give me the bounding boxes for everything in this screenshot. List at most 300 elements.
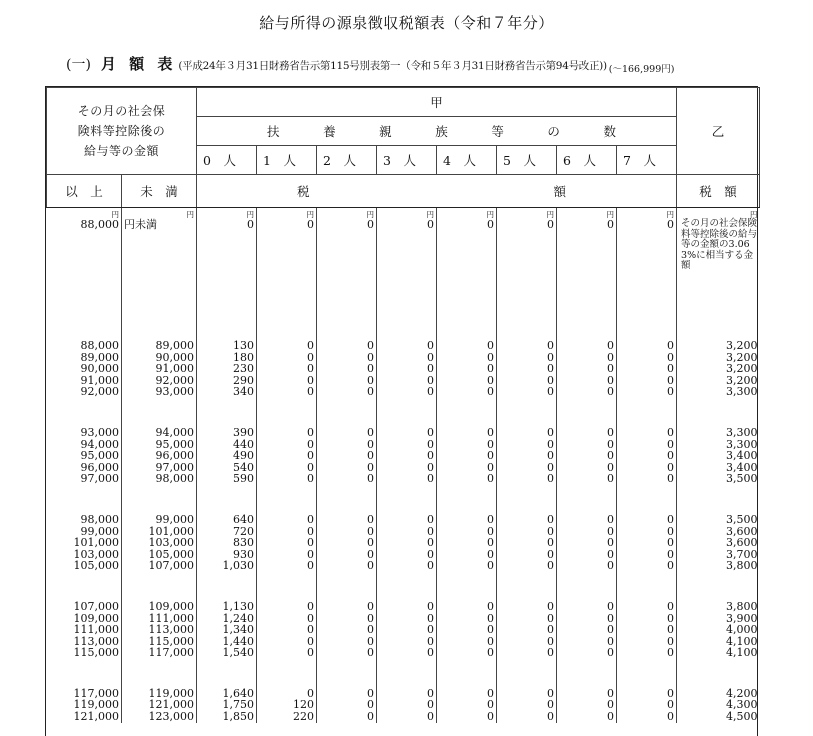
table-row (47, 450, 760, 462)
dependents-title-char: 等 (491, 124, 504, 139)
table-row (47, 439, 760, 451)
gap-cell (257, 659, 317, 688)
dependents-title-char: 養 (323, 124, 336, 139)
table-row (47, 340, 760, 352)
unit-label: 円 (122, 208, 197, 220)
ko-cell: 0 (497, 636, 557, 648)
ko-cell: 340 (197, 386, 257, 398)
ko-cell: 0 (437, 375, 497, 387)
gap-cell (317, 485, 377, 514)
to-cell: 123,000 (122, 711, 197, 723)
ko-cell: 490 (197, 450, 257, 462)
to-cell: 121,000 (122, 699, 197, 711)
gaku-label: 額 (553, 184, 567, 199)
from-cell: 93,000 (80, 425, 119, 439)
ko-cell: 0 (617, 514, 677, 526)
ko-cell: 0 (497, 462, 557, 474)
ko-cell: 0 (437, 526, 497, 538)
ko-cell: 0 (557, 711, 617, 723)
table-row-first (47, 219, 760, 311)
from-cell: 103,000 (73, 547, 119, 561)
unit-label: 円 (197, 208, 257, 220)
ko-cell: 0 (437, 352, 497, 364)
ko-cell: 0 (557, 613, 617, 625)
ko-cell: 1,240 (197, 613, 257, 625)
table-row (47, 711, 760, 723)
ko-cell: 0 (557, 352, 617, 364)
ko-cell: 0 (617, 613, 677, 625)
income-header-line: 給与等の金額 (84, 144, 160, 158)
otsu-cell: 4,100 (677, 636, 760, 648)
ko-cell: 0 (377, 601, 437, 613)
ko-cell: 0 (557, 560, 617, 572)
gap-cell (617, 659, 677, 688)
from-cell: 121,000 (73, 710, 119, 724)
from-cell: 115,000 (73, 646, 119, 660)
ko-cell: 0 (497, 601, 557, 613)
ko-cell: 0 (557, 601, 617, 613)
gap-cell (257, 311, 317, 340)
table-row (47, 375, 760, 387)
ko-cell: 290 (197, 375, 257, 387)
ko-cell: 0 (257, 462, 317, 474)
ko-cell: 0 (317, 560, 377, 572)
ko-cell: 0 (377, 526, 437, 538)
ko-cell: 0 (437, 439, 497, 451)
unit-label: 円 (497, 208, 557, 220)
table-row (47, 624, 760, 636)
page-title: 給与所得の源泉徴収税額表（令和７年分） (259, 14, 554, 32)
from-cell: 109,000 (73, 611, 119, 625)
to-cell: 89,000 (122, 340, 197, 352)
ko-cell: 0 (377, 711, 437, 723)
gap-cell (197, 311, 257, 340)
otsu-tax-header: 税 額 (677, 175, 760, 208)
ko-cell: 0 (257, 375, 317, 387)
table-row (47, 462, 760, 474)
ko-cell: 0 (437, 462, 497, 474)
gap-cell (497, 485, 557, 514)
ko-cell: 0 (617, 462, 677, 474)
ko-cell: 0 (317, 613, 377, 625)
ko-cell: 0 (437, 514, 497, 526)
to-cell: 90,000 (122, 352, 197, 364)
ko-cell: 0 (497, 711, 557, 723)
ko-cell: 0 (317, 601, 377, 613)
ko-cell: 0 (437, 549, 497, 561)
ko-cell: 1,030 (197, 560, 257, 572)
ko-cell: 0 (437, 636, 497, 648)
ko-cell: 0 (557, 462, 617, 474)
gap-cell (122, 485, 197, 514)
gap-cell (197, 398, 257, 427)
gap-cell (317, 572, 377, 601)
otsu-cell: 3,200 (677, 363, 760, 375)
ko-cell: 0 (617, 526, 677, 538)
ko-cell: 0 (437, 363, 497, 375)
ko-cell: 0 (557, 340, 617, 352)
table-row (47, 352, 760, 364)
to-cell: 円未満 (122, 219, 197, 311)
ko-cell: 0 (617, 473, 677, 485)
otsu-cell: 3,800 (677, 601, 760, 613)
table-subtitle (66, 53, 674, 74)
ko-cell: 0 (317, 699, 377, 711)
ko-cell: 0 (617, 636, 677, 648)
ko-cell: 0 (437, 560, 497, 572)
ko-cell: 0 (437, 699, 497, 711)
ko-cell: 0 (377, 699, 437, 711)
unit-label: 円 (111, 210, 119, 219)
ko-cell: 0 (377, 647, 437, 659)
gap-cell (677, 311, 760, 340)
legal-basis: (平成24年３月31日財務省告示第115号別表第一（令和５年３月31日財務省告示第94号改正)) (178, 60, 607, 72)
gap-cell (677, 572, 760, 601)
otsu-cell: 3,900 (677, 613, 760, 625)
otsu-cell: 3,500 (677, 473, 760, 485)
ko-cell: 0 (557, 473, 617, 485)
to-cell: 113,000 (122, 624, 197, 636)
ko-cell: 0 (257, 613, 317, 625)
ko-cell: 0 (437, 537, 497, 549)
ko-cell: 0 (497, 560, 557, 572)
ko-cell: 1,750 (197, 699, 257, 711)
ko-cell: 0 (497, 613, 557, 625)
ko-cell: 1,850 (197, 711, 257, 723)
to-cell: 117,000 (122, 647, 197, 659)
gap-cell (617, 572, 677, 601)
gap-cell (617, 311, 677, 340)
ko-cell: 0 (617, 647, 677, 659)
ko-cell: 0 (257, 386, 317, 398)
ko-cell: 0 (257, 352, 317, 364)
ko-cell: 0 (317, 647, 377, 659)
ko-cell: 0 (257, 427, 317, 439)
gap-cell (437, 398, 497, 427)
ko-cell: 1,130 (197, 601, 257, 613)
ko-cell: 0 (317, 386, 377, 398)
to-cell: 92,000 (122, 375, 197, 387)
ko-cell: 0 (437, 688, 497, 700)
dependents-title-char: 数 (603, 124, 616, 139)
from-cell: 94,000 (80, 437, 119, 451)
to-cell: 109,000 (122, 601, 197, 613)
ko-cell: 0 (437, 340, 497, 352)
otsu-cell: 3,200 (677, 340, 760, 352)
to-cell: 95,000 (122, 439, 197, 451)
gap-cell (47, 311, 122, 340)
ko-cell: 540 (197, 462, 257, 474)
otsu-cell: 3,600 (677, 537, 760, 549)
gap-cell (197, 485, 257, 514)
ko-cell: 1,540 (197, 647, 257, 659)
ko-cell: 0 (317, 624, 377, 636)
otsu-cell: 3,800 (677, 560, 760, 572)
ko-cell: 0 (497, 624, 557, 636)
ko-cell: 0 (497, 699, 557, 711)
ko-cell: 0 (497, 647, 557, 659)
tax-table (46, 87, 760, 723)
ko-cell: 0 (257, 473, 317, 485)
table-row (47, 601, 760, 613)
ko-cell: 0 (317, 340, 377, 352)
gap-cell (437, 311, 497, 340)
ko-cell: 0 (257, 514, 317, 526)
from-cell: 91,000 (80, 373, 119, 387)
dependents-title-char: 族 (435, 124, 448, 139)
ko-cell: 0 (377, 375, 437, 387)
ko-cell: 0 (377, 352, 437, 364)
ko-cell: 0 (377, 462, 437, 474)
ko-cell: 0 (557, 514, 617, 526)
group-gap (47, 311, 760, 340)
otsu-cell: 4,500 (677, 711, 760, 723)
table-name: 月 額 表 (100, 55, 177, 73)
income-header-line: その月の社会保 (77, 104, 166, 118)
from-cell: 119,000 (73, 698, 119, 712)
gap-cell (677, 659, 760, 688)
ko-cell: 0 (377, 439, 437, 451)
ko-cell: 0 (557, 386, 617, 398)
ko-cell: 0 (557, 375, 617, 387)
unit-label: 円 (677, 208, 760, 220)
otsu-header: 乙 (677, 88, 760, 175)
dependents-count-7: 7 人 (617, 146, 677, 175)
ko-cell: 0 (557, 624, 617, 636)
otsu-cell: 3,300 (677, 386, 760, 398)
income-range: (～166,999円) (608, 64, 675, 75)
gap-cell (47, 485, 122, 514)
ko-cell: 0 (437, 711, 497, 723)
gap-cell (617, 398, 677, 427)
to-cell: 103,000 (122, 537, 197, 549)
to-cell: 96,000 (122, 450, 197, 462)
ko-cell: 1,440 (197, 636, 257, 648)
to-cell: 94,000 (122, 427, 197, 439)
ko-cell: 0 (377, 636, 437, 648)
ko-cell: 230 (197, 363, 257, 375)
ko-cell: 180 (197, 352, 257, 364)
ko-cell: 0 (497, 537, 557, 549)
gap-cell (377, 398, 437, 427)
ko-cell: 0 (377, 363, 437, 375)
ko-cell: 0 (317, 439, 377, 451)
dependents-title (197, 117, 677, 146)
ko-cell: 0 (317, 352, 377, 364)
ko-cell: 0 (317, 450, 377, 462)
from-cell: 105,000 (73, 559, 119, 573)
group-gap (47, 659, 760, 688)
ko-cell: 0 (557, 688, 617, 700)
gap-cell (377, 572, 437, 601)
ko-cell: 1,640 (197, 688, 257, 700)
ko-cell: 0 (497, 688, 557, 700)
otsu-cell: 3,200 (677, 352, 760, 364)
unit-label: 円 (437, 208, 497, 220)
ko-cell: 0 (617, 352, 677, 364)
ko-cell: 0 (497, 514, 557, 526)
to-cell: 97,000 (122, 462, 197, 474)
otsu-cell: 4,100 (677, 647, 760, 659)
from-cell: 92,000 (80, 385, 119, 399)
ko-cell: 0 (317, 375, 377, 387)
ko-cell: 0 (617, 375, 677, 387)
ko-cell: 0 (617, 688, 677, 700)
ko-cell: 0 (377, 537, 437, 549)
gap-cell (122, 659, 197, 688)
ko-cell: 0 (317, 219, 377, 311)
ko-cell: 0 (377, 219, 437, 311)
ko-cell: 0 (617, 537, 677, 549)
otsu-cell: 3,600 (677, 526, 760, 538)
dependents-count-3: 3 人 (377, 146, 437, 175)
ko-cell: 0 (617, 549, 677, 561)
tax-amount-header (197, 175, 677, 208)
table-row (47, 537, 760, 549)
gap-cell (122, 572, 197, 601)
from-cell: 98,000 (80, 512, 119, 526)
from-cell: 99,000 (80, 524, 119, 538)
ko-cell: 0 (257, 647, 317, 659)
gap-cell (197, 659, 257, 688)
from-cell: 95,000 (80, 449, 119, 463)
ko-cell: 0 (257, 636, 317, 648)
gap-cell (557, 311, 617, 340)
table-row (47, 427, 760, 439)
gap-cell (497, 311, 557, 340)
gap-cell (317, 311, 377, 340)
table-row (47, 473, 760, 485)
ko-cell: 440 (197, 439, 257, 451)
otsu-cell: 3,300 (677, 427, 760, 439)
from-cell: 96,000 (80, 460, 119, 474)
gap-cell (377, 659, 437, 688)
income-header-line: 険料等控除後の (77, 124, 166, 138)
table-row (47, 647, 760, 659)
ko-cell: 0 (257, 526, 317, 538)
ko-cell: 0 (377, 549, 437, 561)
ko-cell: 0 (437, 647, 497, 659)
ko-cell: 0 (377, 340, 437, 352)
ko-cell: 0 (317, 514, 377, 526)
to-cell: 99,000 (122, 514, 197, 526)
to-cell: 111,000 (122, 613, 197, 625)
ko-cell: 0 (377, 514, 437, 526)
unit-label: 円 (377, 208, 437, 220)
ko-cell: 0 (497, 473, 557, 485)
ko-cell: 930 (197, 549, 257, 561)
section-number: (一) (66, 57, 91, 73)
to-cell: 105,000 (122, 549, 197, 561)
to-cell: 93,000 (122, 386, 197, 398)
ko-cell: 0 (317, 549, 377, 561)
group-gap (47, 485, 760, 514)
ko-cell: 0 (197, 219, 257, 311)
ko-cell: 0 (557, 526, 617, 538)
dependents-title-char: 親 (379, 124, 392, 139)
ko-cell: 0 (497, 549, 557, 561)
gap-cell (437, 659, 497, 688)
ko-cell: 0 (497, 375, 557, 387)
ko-cell: 0 (317, 462, 377, 474)
unit-label: 円 (557, 208, 617, 220)
dependents-count-0: 0 人 (197, 146, 257, 175)
gap-cell (557, 485, 617, 514)
from-cell: 90,000 (80, 362, 119, 376)
otsu-cell: 3,400 (677, 462, 760, 474)
otsu-cell: 3,200 (677, 375, 760, 387)
ko-cell: 640 (197, 514, 257, 526)
ko-cell: 0 (617, 624, 677, 636)
ko-cell: 0 (497, 352, 557, 364)
ko-header: 甲 (197, 88, 677, 117)
gap-cell (617, 485, 677, 514)
dependents-title-char: 扶 (267, 124, 280, 139)
unit-label: 円 (257, 208, 317, 220)
ko-cell: 0 (617, 363, 677, 375)
ko-cell: 0 (497, 219, 557, 311)
from-header: 以 上 (47, 175, 122, 208)
from-cell: 101,000 (73, 536, 119, 550)
from-cell: 88,000 (80, 218, 119, 231)
otsu-cell: 4,000 (677, 624, 760, 636)
dependents-count-2: 2 人 (317, 146, 377, 175)
ko-cell: 0 (317, 363, 377, 375)
unit-label: 円 (617, 208, 677, 220)
ko-cell: 0 (497, 363, 557, 375)
gap-cell (497, 659, 557, 688)
ko-cell: 0 (557, 636, 617, 648)
ko-cell: 0 (317, 427, 377, 439)
ko-cell: 0 (437, 386, 497, 398)
gap-cell (557, 572, 617, 601)
otsu-cell: 3,400 (677, 450, 760, 462)
ko-cell: 0 (497, 386, 557, 398)
otsu-cell: 4,200 (677, 688, 760, 700)
from-cell: 113,000 (73, 634, 119, 648)
gap-cell (437, 572, 497, 601)
from-cell: 97,000 (80, 472, 119, 486)
ko-cell: 120 (257, 699, 317, 711)
dependents-count-5: 5 人 (497, 146, 557, 175)
group-gap (47, 572, 760, 601)
ko-cell: 0 (377, 624, 437, 636)
ko-cell: 0 (617, 219, 677, 311)
to-cell: 91,000 (122, 363, 197, 375)
ko-cell: 0 (437, 450, 497, 462)
gap-cell (557, 398, 617, 427)
gap-cell (377, 311, 437, 340)
gap-cell (257, 572, 317, 601)
ko-cell: 0 (257, 450, 317, 462)
ko-cell: 0 (377, 473, 437, 485)
ko-cell: 0 (617, 699, 677, 711)
group-gap (47, 398, 760, 427)
table-row (47, 560, 760, 572)
dependents-count-4: 4 人 (437, 146, 497, 175)
ko-cell: 0 (257, 560, 317, 572)
ko-cell: 0 (377, 560, 437, 572)
ko-cell: 0 (257, 219, 317, 311)
ko-cell: 0 (557, 647, 617, 659)
gap-cell (122, 311, 197, 340)
ko-cell: 0 (557, 439, 617, 451)
ko-cell: 0 (557, 549, 617, 561)
ko-cell: 0 (617, 601, 677, 613)
ko-cell: 0 (257, 537, 317, 549)
table-row (47, 363, 760, 375)
gap-cell (317, 398, 377, 427)
